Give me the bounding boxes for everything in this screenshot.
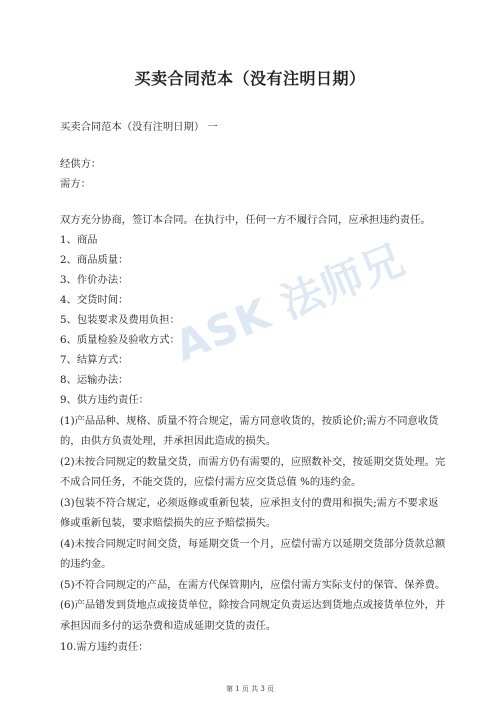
clause-line: (3)包装不符合规定，必须返修或重新包装，应承担支付的费用和损失;需方不要求返 bbox=[60, 497, 439, 509]
clause-line: (5)不符合同规定的产品，在需方代保管期内，应偿付需方实际支付的保管、保养费。 bbox=[60, 579, 446, 591]
clause-line: (1)产品品种、规格、质量不符合规定，需方同意收货的，按质论价;需方不同意收货 bbox=[60, 415, 439, 427]
clause-line: 不成合同任务，不能交货的，应偿付需方应交货总值 %的违约金。 bbox=[60, 476, 362, 488]
clause-line: 承担因而多付的运杂费和造成延期交货的责任。 bbox=[60, 620, 277, 632]
document-subtitle: 买卖合同范本（没有注明日期） 一 bbox=[60, 121, 218, 133]
clause-line: (6)产品错发到货地点或接货单位，除按合同规定负责运达到货地点或接货单位外，并 bbox=[60, 599, 446, 611]
list-item: 8、运输办法： bbox=[60, 374, 129, 386]
list-item: 7、结算方式： bbox=[60, 354, 129, 366]
document-title: 买卖合同范本（没有注明日期） bbox=[134, 69, 366, 88]
list-item: 9、供方违约责任： bbox=[60, 394, 149, 406]
buyer-label: 需方： bbox=[60, 178, 91, 190]
clause-line: (4)未按合同规定时间交货，每延期交货一个月，应偿付需方以延期交货部分货款总额 bbox=[60, 538, 446, 550]
watermark-logo: ASK 法师兄 bbox=[167, 234, 412, 371]
clause-line: (2)未按合同规定的数量交货，而需方仍有需要的，应照数补交，按延期交货处理。完 bbox=[60, 456, 446, 468]
supplier-label: 经供方： bbox=[60, 158, 102, 170]
list-item: 4、交货时间： bbox=[60, 294, 129, 306]
list-item: 1、商品 bbox=[60, 234, 98, 246]
clause-line: 的违约金。 bbox=[60, 558, 112, 570]
intro-paragraph: 双方充分协商，签订本合同。在执行中，任何一方不履行合同，应承担违约责任。 bbox=[60, 214, 431, 226]
list-item: 6、质量检验及验收方式： bbox=[60, 334, 180, 346]
clause-line: 的，由供方负责处理，并承担因此造成的损失。 bbox=[60, 435, 277, 447]
list-item: 3、作价办法： bbox=[60, 274, 129, 286]
list-item: 10.需方违约责任： bbox=[60, 641, 149, 653]
page-number: 第 1 页 共 3 页 bbox=[225, 685, 275, 693]
list-item: 5、包装要求及费用负担： bbox=[60, 314, 180, 326]
list-item: 2、商品质量： bbox=[60, 254, 129, 266]
clause-line: 修或重新包装，要求赔偿损失的应予赔偿损失。 bbox=[60, 517, 277, 529]
